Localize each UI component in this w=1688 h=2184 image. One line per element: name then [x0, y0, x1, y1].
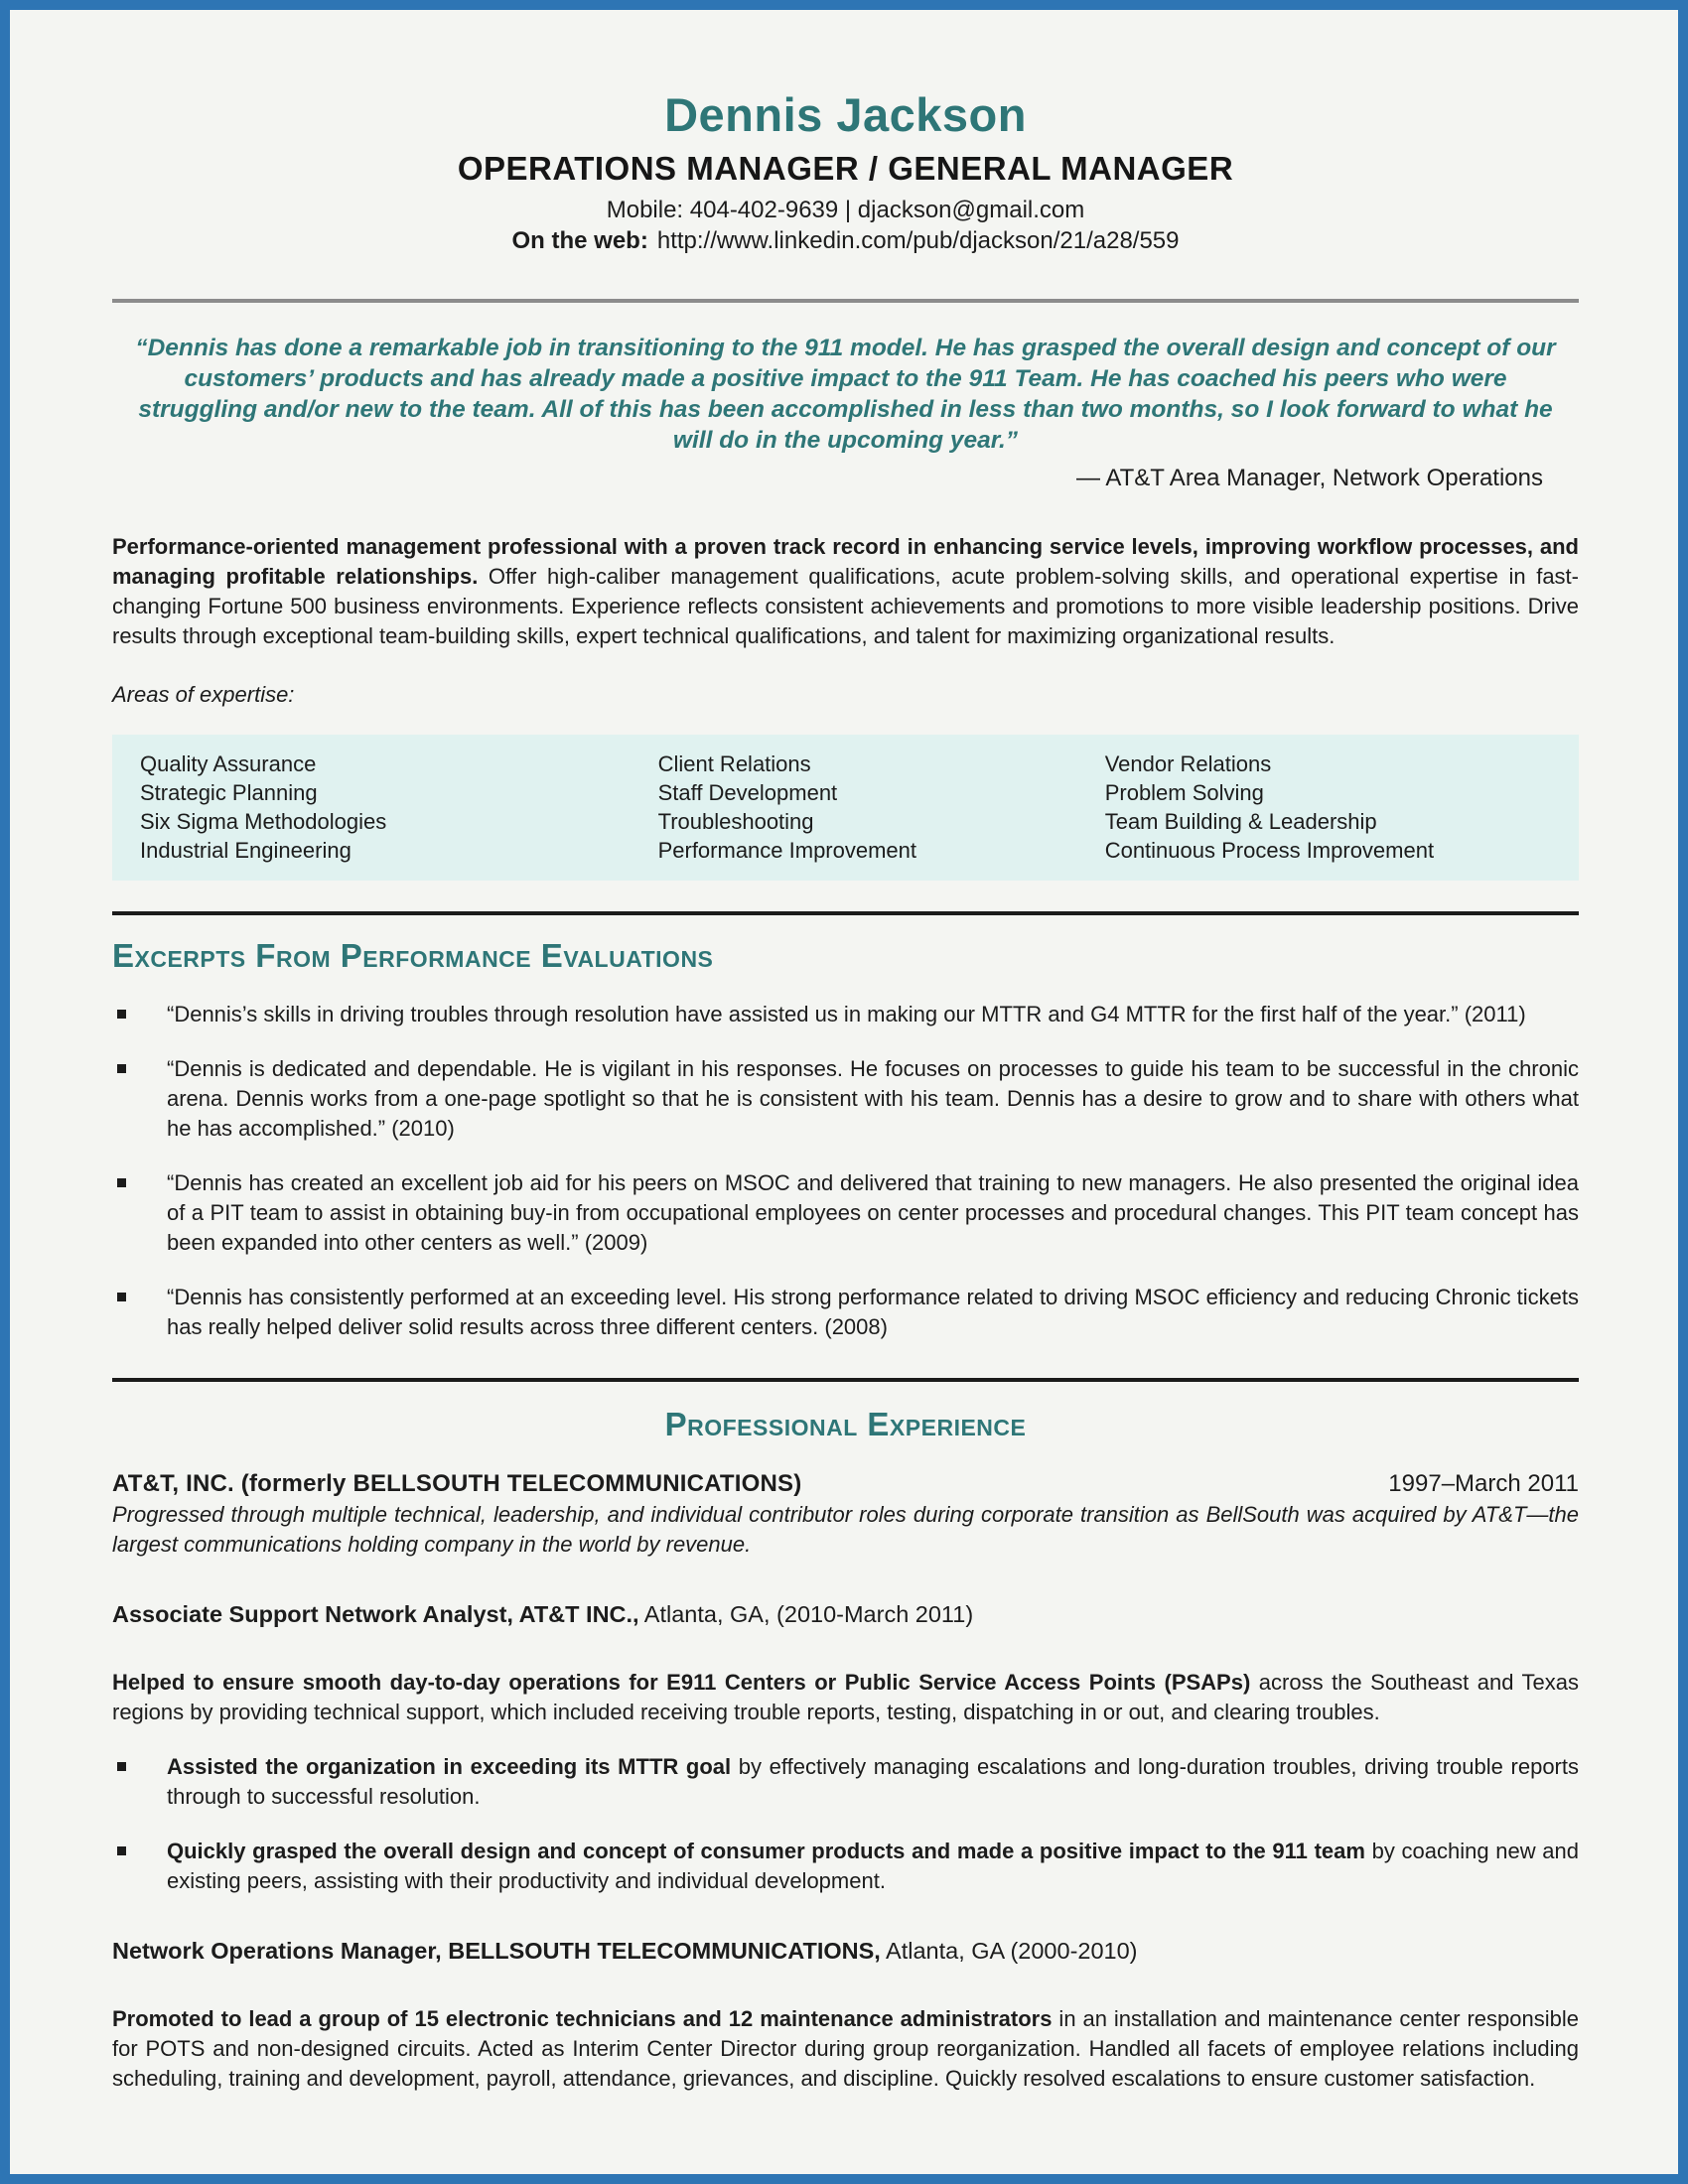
bullet-square-icon — [117, 1762, 126, 1771]
expertise-cell: Quality Assurance — [140, 751, 317, 776]
role1-bullet1-rest: by effectively managing escalations and long-duration troubles, driving trouble reports through to successful resolution. — [167, 1754, 1579, 1809]
company-name: AT&T, INC. (formerly BELLSOUTH TELECOMMUNICATIONS) — [112, 1470, 802, 1497]
bullet-square-icon — [117, 1293, 126, 1301]
company-dates: 1997–March 2011 — [1388, 1470, 1579, 1497]
header-divider — [112, 299, 1579, 303]
expertise-cell: Client Relations — [657, 751, 811, 776]
expertise-cell: Troubleshooting — [657, 809, 814, 834]
role1-title-rest: Atlanta, GA, (2010-March 2011) — [638, 1601, 974, 1627]
summary-paragraph — [112, 532, 1579, 651]
expertise-cell: Problem Solving — [1104, 780, 1264, 805]
role2-title-bold: Network Operations Manager, BELLSOUTH TELECOMMUNICATIONS, — [112, 1938, 881, 1964]
expertise-cell: Performance Improvement — [657, 838, 917, 863]
role1-title — [112, 1601, 1579, 1628]
role1-bullet2-rest: by coaching new and existing peers, assisting with their productivity and individual development. — [167, 1839, 1579, 1893]
testimonial-quote: “Dennis has done a remarkable job in transitioning to the 911 model. He has grasped the overall design and concept of our customers’ products and has already made a positive impact to the 911 Team. He has coached his peers who were struggling and/or new to the team. All of this has been accomplished in less than two months, so I look forward to what he will do in the upcoming year.” — [135, 335, 1556, 454]
resume-header — [112, 87, 1579, 255]
evaluation-text: “Dennis is dedicated and dependable. He is vigilant in his responses. He focuses on processes to guide his team to be successful in the chronic arena. Dennis works from a one-page spotlight so that he is consistent with his team. Dennis has a desire to grow and to share with others what he has accomplished.” (2010) — [167, 1056, 1579, 1141]
evaluations-list — [112, 1000, 1579, 1342]
candidate-name: Dennis Jackson — [664, 88, 1027, 141]
expertise-cell: Strategic Planning — [140, 780, 318, 805]
expertise-cell: Industrial Engineering — [140, 838, 352, 863]
evaluation-item — [112, 1000, 1579, 1029]
role1-bullet1-lead: Assisted the organization in exceeding its MTTR goal — [167, 1754, 732, 1779]
bullet-square-icon — [117, 1064, 126, 1073]
bullet-square-icon — [117, 1010, 126, 1019]
role2-paragraph — [112, 2004, 1579, 2094]
evaluation-text: “Dennis’s skills in driving troubles through resolution have assisted us in making our MTTR and G4 MTTR for the first half of the year.” (2011) — [167, 1002, 1526, 1026]
areas-of-expertise-label: Areas of expertise: — [112, 682, 295, 707]
expertise-cell: Team Building & Leadership — [1104, 809, 1377, 834]
summary-lead: Performance-oriented management professional with a proven track record in enhancing service levels, improving workflow processes, and managing profitable relationships. — [112, 534, 1579, 589]
linkedin-url: http://www.linkedin.com/pub/djackson/21/a28/559 — [656, 227, 1180, 254]
section-divider — [112, 1378, 1579, 1382]
role1-bullet2-lead: Quickly grasped the overall design and concept of consumer products and made a positive impact to the 911 team — [167, 1839, 1365, 1863]
testimonial-attribution: — AT&T Area Manager, Network Operations — [1076, 465, 1543, 491]
role1-paragraph — [112, 1668, 1579, 1727]
evaluations-heading: Excerpts From Performance Evaluations — [112, 937, 714, 974]
expertise-cell: Staff Development — [657, 780, 838, 805]
expertise-cell: Six Sigma Methodologies — [140, 809, 387, 834]
contact-line: Mobile: 404-402-9639 | djackson@gmail.com — [606, 197, 1085, 223]
expertise-table — [112, 735, 1579, 881]
evaluation-text: “Dennis has consistently performed at an exceeding level. His strong performance related to driving MSOC efficiency and reducing Chronic tickets has really helped deliver solid results across three different centers. (2008) — [167, 1285, 1579, 1339]
bullet-square-icon — [117, 1178, 126, 1187]
evaluation-item — [112, 1168, 1579, 1258]
role1-paragraph-lead: Helped to ensure smooth day-to-day operations for E911 Centers or Public Service Access Points (PSAPs) — [112, 1670, 1251, 1695]
evaluation-text: “Dennis has created an excellent job aid for his peers on MSOC and delivered that training to new managers. He also presented the original idea of a PIT team to assist in obtaining buy-in from occupational employees on center processes and procedural changes. This PIT team concept has been expanded into other centers as well.” (2009) — [167, 1170, 1579, 1255]
expertise-cell: Continuous Process Improvement — [1104, 838, 1435, 863]
role1-bullets — [112, 1752, 1579, 1896]
role1-bullet — [112, 1752, 1579, 1812]
role1-bullet — [112, 1837, 1579, 1896]
role2-paragraph-rest: in an installation and maintenance center responsible for POTS and non-designed circuits. Acted as Interim Center Director during group reorganization. Handled all facets of employee relations including scheduling, training and development, payroll, attendance, grievances, and discipline. Quickly resolved escalations to ensure customer satisfaction. — [112, 2006, 1579, 2091]
role2-paragraph-lead: Promoted to lead a group of 15 electronic technicians and 12 maintenance administrators — [112, 2006, 1053, 2031]
web-line — [112, 227, 1579, 255]
expertise-cell: Vendor Relations — [1104, 751, 1272, 776]
summary-body: Offer high-caliber management qualifications, acute problem-solving skills, and operational expertise in fast-changing Fortune 500 business environments. Experience reflects consistent achievements and promotions to more visible leadership positions. Drive results through exceptional team-building skills, expert technical qualifications, and talent for maximizing organizational results. — [112, 564, 1579, 648]
experience-heading: Professional Experience — [664, 1406, 1027, 1442]
resume-content — [10, 10, 1678, 2094]
evaluation-item — [112, 1054, 1579, 1144]
role2-title-rest: Atlanta, GA (2000-2010) — [880, 1938, 1138, 1964]
company-summary: Progressed through multiple technical, leadership, and individual contributor roles during corporate transition as BellSouth was acquired by AT&T—the largest communications holding company in the world by revenue. — [112, 1502, 1579, 1557]
section-divider — [112, 911, 1579, 915]
role1-title-bold: Associate Support Network Analyst, AT&T INC., — [112, 1601, 639, 1627]
web-label: On the web: — [511, 227, 648, 254]
role1-paragraph-rest: across the Southeast and Texas regions by providing technical support, which included receiving trouble reports, testing, dispatching in or out, and clearing troubles. — [112, 1670, 1580, 1724]
company-row — [112, 1470, 1579, 1498]
evaluation-item — [112, 1283, 1579, 1342]
role2-title — [112, 1938, 1579, 1965]
candidate-title: OPERATIONS MANAGER / GENERAL MANAGER — [457, 150, 1234, 187]
bullet-square-icon — [117, 1846, 126, 1855]
